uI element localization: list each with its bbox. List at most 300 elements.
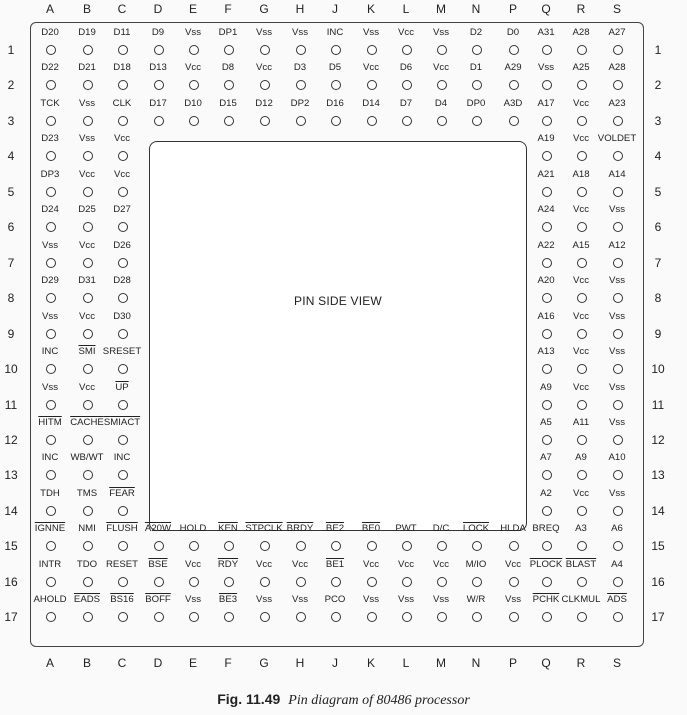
pin-label-g3: D12 [255, 98, 273, 109]
pin-a3 [46, 116, 56, 126]
pin-a10 [46, 364, 56, 374]
pin-s15 [613, 541, 623, 551]
row-label-2: 2 [654, 78, 662, 92]
pin-b13 [83, 470, 93, 480]
pin-label-s6: Vss [609, 204, 625, 215]
pin-label-e2: Vcc [185, 62, 201, 73]
pin-q11 [542, 400, 552, 410]
pin-label-m16: Vcc [433, 559, 449, 570]
pin-label-k3: D14 [362, 98, 380, 109]
pin-label-c5: Vcc [114, 169, 130, 180]
pin-label-e15: HOLD [179, 523, 207, 534]
column-label-L: L [402, 2, 410, 16]
pin-label-a14: TDH [40, 488, 60, 499]
pin-label-r13: A9 [575, 452, 587, 463]
pin-a11 [46, 400, 56, 410]
pin-label-p1: D0 [506, 27, 520, 38]
pin-label-d17: BOFF [145, 594, 171, 605]
pin-r4 [577, 151, 587, 161]
pin-label-r7: A15 [572, 240, 590, 251]
pin-f16 [224, 577, 234, 587]
pin-q17 [542, 612, 552, 622]
pin-l16 [402, 577, 412, 587]
pin-g17 [260, 612, 270, 622]
pin-e1 [189, 45, 199, 55]
pin-label-j17: PCO [324, 594, 346, 605]
pin-label-a3: TCK [40, 98, 60, 109]
pin-label-m15: D/C [432, 523, 450, 534]
pin-s14 [613, 506, 623, 516]
pin-label-k1: Vss [363, 27, 379, 38]
pin-b11 [83, 400, 93, 410]
column-label-G: G [259, 2, 269, 16]
pin-q10 [542, 364, 552, 374]
pin-r8 [577, 293, 587, 303]
pin-n15 [472, 541, 482, 551]
pin-b16 [83, 577, 93, 587]
pin-label-q9: A16 [537, 311, 555, 322]
row-label-2: 2 [7, 78, 15, 92]
pin-label-k15: BE0 [361, 523, 381, 534]
pin-label-n17: W/R [466, 594, 486, 605]
figure-number: Fig. 11.49 [217, 691, 281, 707]
column-label-K: K [366, 2, 375, 16]
pin-q3 [542, 116, 552, 126]
pin-label-l17: Vss [398, 594, 414, 605]
pin-c8 [118, 293, 128, 303]
pin-label-h17: Vss [292, 594, 308, 605]
pin-label-c14: FEAR [109, 488, 135, 499]
column-label-M: M [436, 656, 446, 670]
row-label-4: 4 [654, 149, 662, 163]
column-label-P: P [508, 2, 517, 16]
pin-a1 [46, 45, 56, 55]
column-label-A: A [45, 2, 54, 16]
pin-p15 [509, 541, 519, 551]
pin-label-b12: CACHE [70, 417, 104, 428]
row-label-11: 11 [651, 398, 665, 412]
pin-label-g15: STPCLK [245, 523, 283, 534]
pin-q13 [542, 470, 552, 480]
pin-a16 [46, 577, 56, 587]
pin-label-q14: A2 [540, 488, 552, 499]
pin-label-b8: D31 [78, 275, 96, 286]
pin-b17 [83, 612, 93, 622]
pin-s13 [613, 470, 623, 480]
pin-a14 [46, 506, 56, 516]
pin-a12 [46, 435, 56, 445]
column-label-J: J [332, 2, 338, 16]
pin-s17 [613, 612, 623, 622]
row-label-9: 9 [654, 327, 662, 341]
pin-label-b6: D25 [78, 204, 96, 215]
pin-label-a9: Vss [42, 311, 58, 322]
pin-b14 [83, 506, 93, 516]
pin-label-h3: DP2 [290, 98, 310, 109]
row-label-3: 3 [7, 114, 15, 128]
pin-label-r4: Vcc [573, 133, 589, 144]
pin-k3 [367, 116, 377, 126]
pin-a13 [46, 470, 56, 480]
row-label-4: 4 [7, 149, 15, 163]
column-label-E: E [188, 2, 197, 16]
pin-label-g1: Vss [256, 27, 272, 38]
pin-label-f3: D15 [219, 98, 237, 109]
pin-label-f1: DP1 [218, 27, 238, 38]
row-label-3: 3 [654, 114, 662, 128]
pin-label-d1: D9 [151, 27, 165, 38]
pin-r9 [577, 329, 587, 339]
pin-a15 [46, 541, 56, 551]
pin-label-n1: D2 [469, 27, 483, 38]
pin-label-n3: DP0 [466, 98, 486, 109]
column-label-S: S [612, 2, 621, 16]
pin-r13 [577, 470, 587, 480]
pin-label-a12: HITM [38, 417, 62, 428]
pin-s5 [613, 187, 623, 197]
pin-g15 [260, 541, 270, 551]
column-label-C: C [117, 656, 127, 670]
pin-label-c7: D26 [113, 240, 131, 251]
pin-label-a4: D23 [41, 133, 59, 144]
pin-label-b9: Vcc [79, 311, 95, 322]
pin-label-p3: A3D [503, 98, 523, 109]
pin-d16 [154, 577, 164, 587]
pin-label-q4: A19 [537, 133, 555, 144]
row-label-14: 14 [4, 504, 18, 518]
pin-b15 [83, 541, 93, 551]
row-label-5: 5 [654, 185, 662, 199]
pin-label-s16: A4 [611, 559, 623, 570]
pin-label-p17: Vss [505, 594, 521, 605]
pin-label-s7: A12 [608, 240, 626, 251]
pin-q14 [542, 506, 552, 516]
pin-label-s9: Vss [609, 311, 625, 322]
pin-a2 [46, 80, 56, 90]
pin-h3 [296, 116, 306, 126]
column-label-H: H [295, 656, 305, 670]
pin-f1 [224, 45, 234, 55]
pin-d3 [154, 116, 164, 126]
pin-label-s1: A27 [608, 27, 626, 38]
row-label-17: 17 [651, 610, 665, 624]
pin-h15 [296, 541, 306, 551]
pin-label-h16: Vcc [292, 559, 308, 570]
pin-label-b2: D21 [78, 62, 96, 73]
pin-label-e1: Vss [185, 27, 201, 38]
pin-n2 [472, 80, 482, 90]
pin-a6 [46, 222, 56, 232]
pin-label-c3: CLK [112, 98, 132, 109]
pin-label-j2: D5 [328, 62, 342, 73]
pin-p1 [509, 45, 519, 55]
pin-c5 [118, 187, 128, 197]
column-label-E: E [188, 656, 197, 670]
pin-label-b3: Vss [79, 98, 95, 109]
pin-label-c4: Vcc [114, 133, 130, 144]
column-label-P: P [508, 656, 517, 670]
pin-p17 [509, 612, 519, 622]
pin-c4 [118, 151, 128, 161]
row-label-16: 16 [651, 575, 665, 589]
pin-label-d15: A20W [144, 523, 172, 534]
pin-label-q2: Vss [538, 62, 554, 73]
pin-label-b16: TDO [76, 559, 98, 570]
pin-b6 [83, 222, 93, 232]
column-label-B: B [82, 2, 91, 16]
pin-s2 [613, 80, 623, 90]
pin-label-r1: A28 [572, 27, 590, 38]
pin-c9 [118, 329, 128, 339]
pin-b10 [83, 364, 93, 374]
pin-l1 [402, 45, 412, 55]
pin-g16 [260, 577, 270, 587]
pin-s16 [613, 577, 623, 587]
pin-label-h15: BRDY [286, 523, 314, 534]
pin-a5 [46, 187, 56, 197]
pin-n1 [472, 45, 482, 55]
row-label-15: 15 [4, 539, 18, 553]
pin-label-r3: Vcc [573, 98, 589, 109]
pin-label-p16: Vcc [505, 559, 521, 570]
row-label-8: 8 [654, 291, 662, 305]
pin-label-r14: Vcc [573, 488, 589, 499]
pin-label-q7: A22 [537, 240, 555, 251]
pin-r2 [577, 80, 587, 90]
pin-label-c16: RESET [106, 559, 138, 570]
column-label-R: R [576, 656, 586, 670]
pin-label-a2: D22 [41, 62, 59, 73]
pin-d15 [154, 541, 164, 551]
pin-label-d16: $\overline{BSE}$ [148, 559, 168, 570]
pin-c13 [118, 470, 128, 480]
pin-label-g2: Vcc [256, 62, 272, 73]
pin-r12 [577, 435, 587, 445]
row-label-7: 7 [654, 256, 662, 270]
pin-label-s3: A23 [608, 98, 626, 109]
row-label-8: 8 [7, 291, 15, 305]
pin-label-p2: A29 [504, 62, 522, 73]
pin-g1 [260, 45, 270, 55]
pin-c17 [118, 612, 128, 622]
column-label-J: J [332, 656, 338, 670]
pin-label-l1: Vcc [398, 27, 414, 38]
row-label-13: 13 [4, 468, 18, 482]
pin-f2 [224, 80, 234, 90]
pin-label-j15: BE2 [325, 523, 345, 534]
figure-title: Pin diagram of 80486 processor [288, 693, 470, 708]
pin-label-c9: D30 [113, 311, 131, 322]
pin-label-n15: LOCK [462, 523, 490, 534]
pin-b8 [83, 293, 93, 303]
column-label-F: F [224, 656, 232, 670]
pin-label-g16: Vcc [256, 559, 272, 570]
pin-label-r2: A25 [572, 62, 590, 73]
pin-label-e17: Vss [185, 594, 201, 605]
pin-b7 [83, 258, 93, 268]
pin-label-a1: D20 [41, 27, 59, 38]
pin-label-a10: INC [41, 346, 59, 357]
row-label-1: 1 [7, 43, 15, 57]
pin-label-q17: PCHK [532, 594, 560, 605]
pin-label-c10: SRESET [102, 346, 142, 357]
pin-label-b13: WB/WT [70, 452, 104, 463]
pin-r7 [577, 258, 587, 268]
pin-label-h2: D3 [293, 62, 307, 73]
pin-r6 [577, 222, 587, 232]
row-label-12: 12 [4, 433, 18, 447]
column-label-L: L [402, 656, 410, 670]
column-label-K: K [366, 656, 375, 670]
pin-j1 [331, 45, 341, 55]
pin-r16 [577, 577, 587, 587]
column-label-N: N [471, 2, 481, 16]
pin-label-l15: PWT [395, 523, 417, 534]
column-label-S: S [612, 656, 621, 670]
pin-label-a17: AHOLD [33, 594, 67, 605]
pin-label-b15: NMI [78, 523, 96, 534]
pin-c7 [118, 258, 128, 268]
pin-m1 [437, 45, 447, 55]
row-label-6: 6 [654, 220, 662, 234]
pin-h16 [296, 577, 306, 587]
pin-q16 [542, 577, 552, 587]
pin-label-h1: Vss [292, 27, 308, 38]
pin-label-q8: A20 [537, 275, 555, 286]
pin-q12 [542, 435, 552, 445]
pin-label-p15: HLDA [500, 523, 526, 534]
pin-label-c13: INC [113, 452, 131, 463]
row-label-10: 10 [4, 362, 18, 376]
pin-p2 [509, 80, 519, 90]
pin-label-c17: BS16 [110, 594, 134, 605]
pin-q1 [542, 45, 552, 55]
pin-h2 [296, 80, 306, 90]
pin-m2 [437, 80, 447, 90]
row-label-5: 5 [7, 185, 15, 199]
column-label-R: R [576, 2, 586, 16]
pin-q9 [542, 329, 552, 339]
pin-q4 [542, 151, 552, 161]
pin-label-j1: INC [326, 27, 344, 38]
column-label-G: G [259, 656, 269, 670]
pin-s1 [613, 45, 623, 55]
pin-label-r10: Vcc [573, 346, 589, 357]
pin-m16 [437, 577, 447, 587]
pin-label-b5: Vcc [79, 169, 95, 180]
row-label-16: 16 [4, 575, 18, 589]
pin-l17 [402, 612, 412, 622]
pin-label-e3: D10 [184, 98, 202, 109]
pin-e15 [189, 541, 199, 551]
pin-r1 [577, 45, 587, 55]
pin-r3 [577, 116, 587, 126]
column-label-B: B [82, 656, 91, 670]
pin-label-r8: Vcc [573, 275, 589, 286]
pin-q6 [542, 222, 552, 232]
pin-label-b7: Vcc [79, 240, 95, 251]
row-label-13: 13 [651, 468, 665, 482]
pin-s4 [613, 151, 623, 161]
pin-label-r15: A3 [575, 523, 587, 534]
pin-label-c1: D11 [113, 27, 131, 38]
column-label-A: A [45, 656, 54, 670]
pin-label-s4: VOLDET [597, 133, 637, 144]
pin-label-m2: Vcc [433, 62, 449, 73]
pin-label-b17: EADS [73, 594, 101, 605]
pin-b3 [83, 116, 93, 126]
row-label-1: 1 [654, 43, 662, 57]
pin-b12 [83, 435, 93, 445]
pin-c16 [118, 577, 128, 587]
pin-label-m3: D4 [434, 98, 448, 109]
pin-label-a13: INC [41, 452, 59, 463]
pin-label-q12: A5 [540, 417, 552, 428]
pin-label-f2: D8 [221, 62, 235, 73]
column-label-D: D [153, 656, 163, 670]
pin-k2 [367, 80, 377, 90]
pin-label-q5: A21 [537, 169, 555, 180]
pin-a4 [46, 151, 56, 161]
pin-c14 [118, 506, 128, 516]
pin-label-j3: D16 [326, 98, 344, 109]
pin-q2 [542, 80, 552, 90]
pin-f17 [224, 612, 234, 622]
pin-label-r11: Vcc [573, 382, 589, 393]
pin-f15 [224, 541, 234, 551]
pin-a9 [46, 329, 56, 339]
pin-e17 [189, 612, 199, 622]
pin-label-l16: Vcc [398, 559, 414, 570]
pin-m17 [437, 612, 447, 622]
pin-label-k16: Vcc [363, 559, 379, 570]
pin-h17 [296, 612, 306, 622]
pin-e2 [189, 80, 199, 90]
pin-label-f16: $\overline{RDY}$ [217, 559, 239, 570]
pin-f3 [224, 116, 234, 126]
pin-label-a15: IGNNE [34, 523, 66, 534]
pin-label-n2: D1 [469, 62, 483, 73]
pin-label-f17: BE3 [218, 594, 238, 605]
pin-k16 [367, 577, 377, 587]
pin-label-q13: A7 [540, 452, 552, 463]
pin-j16 [331, 577, 341, 587]
pin-label-b10: $\overline{SMI}$ [78, 346, 96, 357]
pin-label-s8: Vss [609, 275, 625, 286]
pin-b5 [83, 187, 93, 197]
pin-label-r9: Vcc [573, 311, 589, 322]
pin-label-c11: $\overline{UP}$ [115, 382, 129, 393]
pin-label-r5: A18 [572, 169, 590, 180]
pin-s7 [613, 258, 623, 268]
pin-label-d2: D13 [149, 62, 167, 73]
pin-label-g17: Vss [256, 594, 272, 605]
pin-label-s17: $\overline{ADS}$ [607, 594, 627, 605]
pin-label-d3: D17 [149, 98, 167, 109]
pin-label-s14: Vss [609, 488, 625, 499]
column-label-D: D [153, 2, 163, 16]
pin-s10 [613, 364, 623, 374]
pin-label-m17: Vss [433, 594, 449, 605]
pin-k17 [367, 612, 377, 622]
pin-label-r16: BLAST [565, 559, 597, 570]
pin-a7 [46, 258, 56, 268]
pin-m3 [437, 116, 447, 126]
pin-g2 [260, 80, 270, 90]
pin-q8 [542, 293, 552, 303]
pin-label-b11: Vcc [79, 382, 95, 393]
figure-caption [0, 691, 687, 709]
